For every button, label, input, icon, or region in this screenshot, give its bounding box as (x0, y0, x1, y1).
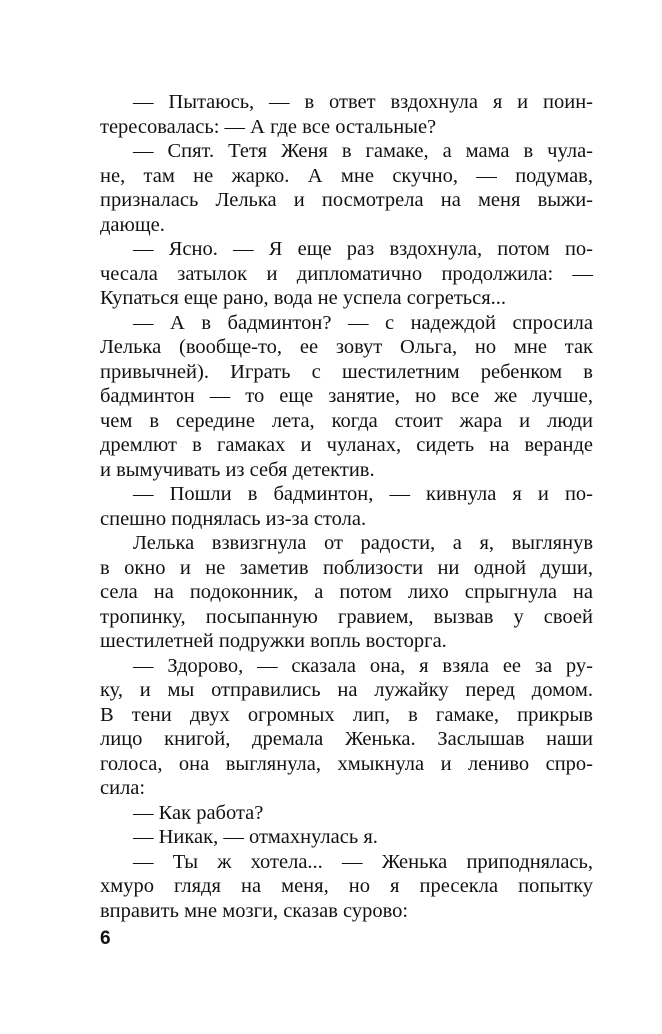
book-page-text (100, 90, 593, 923)
text-line: села на подоконник, а потом лихо спрыгнула на (100, 581, 593, 603)
text-line: привычней). Играть с шестилетним ребенком в (100, 360, 593, 383)
text-line: спешно поднялась из-за стола. (100, 507, 367, 530)
text-line: Лелька взвизгнула от радости, а я, выглянув (133, 532, 593, 554)
text-line: — Как работа? (133, 801, 264, 824)
text-line: призналась Лелька и посмотрела на меня выжи- (100, 189, 593, 211)
text-line: лицо книгой, дремала Женька. Заслышав наши (100, 728, 593, 750)
text-line: шестилетней подружки вопль восторга. (100, 630, 447, 652)
text-line: тересовалась: — А где все остальные? (100, 115, 437, 138)
text-line: В тени двух огромных лип, в гамаке, прикрыв (100, 703, 593, 726)
text-line: дающе. (100, 213, 165, 236)
text-line: не, там не жарко. А мне скучно, — подумав, (100, 164, 593, 187)
text-line: — А в бадминтон? — с надеждой спросила (133, 311, 593, 334)
text-line: хмуро глядя на меня, но я пресекла попытку (100, 875, 593, 897)
text-line: — Здорово, — сказала она, я взяла ее за ру- (133, 654, 593, 677)
text-line: голоса, она выглянула, хмыкнула и лениво спро- (100, 752, 593, 775)
text-line: ку, и мы отправились на лужайку перед домом. (100, 679, 593, 701)
text-line: и вымучивать из себя детектив. (100, 458, 375, 481)
text-line: чем в середине лета, когда стоит жара и люди (100, 409, 593, 432)
text-line: вправить мне мозги, сказав сурово: (100, 899, 409, 922)
text-line: бадминтон — то еще занятие, но все же лучше, (100, 385, 593, 407)
text-line: тропинку, посыпанную гравием, вызвав у своей (100, 605, 593, 628)
text-line: — Никак, — отмахнулась я. (133, 826, 378, 848)
text-line: — Спят. Тетя Женя в гамаке, а мама в чула- (133, 140, 593, 162)
text-line: в окно и не заметив поблизости ни одной души, (100, 556, 593, 579)
text-line: — Ясно. — Я еще раз вздохнула, потом по- (133, 238, 593, 260)
page-number: 6 (100, 928, 111, 949)
text-line: Купаться еще рано, вода не успела согреться... (100, 287, 507, 309)
text-line: Лелька (вообще-то, ее зовут Ольга, но мне так (100, 336, 593, 358)
text-line: дремлют в гамаках и чуланах, сидеть на веранде (100, 434, 593, 456)
text-line: — Пошли в бадминтон, — кивнула я и по- (133, 483, 593, 505)
text-line: — Пытаюсь, — в ответ вздохнула я и поин- (133, 91, 593, 113)
text-line: чесала затылок и дипломатично продолжила: — (100, 262, 593, 285)
text-line: сила: (100, 777, 146, 799)
text-line: — Ты ж хотела... — Женька приподнялась, (133, 850, 593, 873)
